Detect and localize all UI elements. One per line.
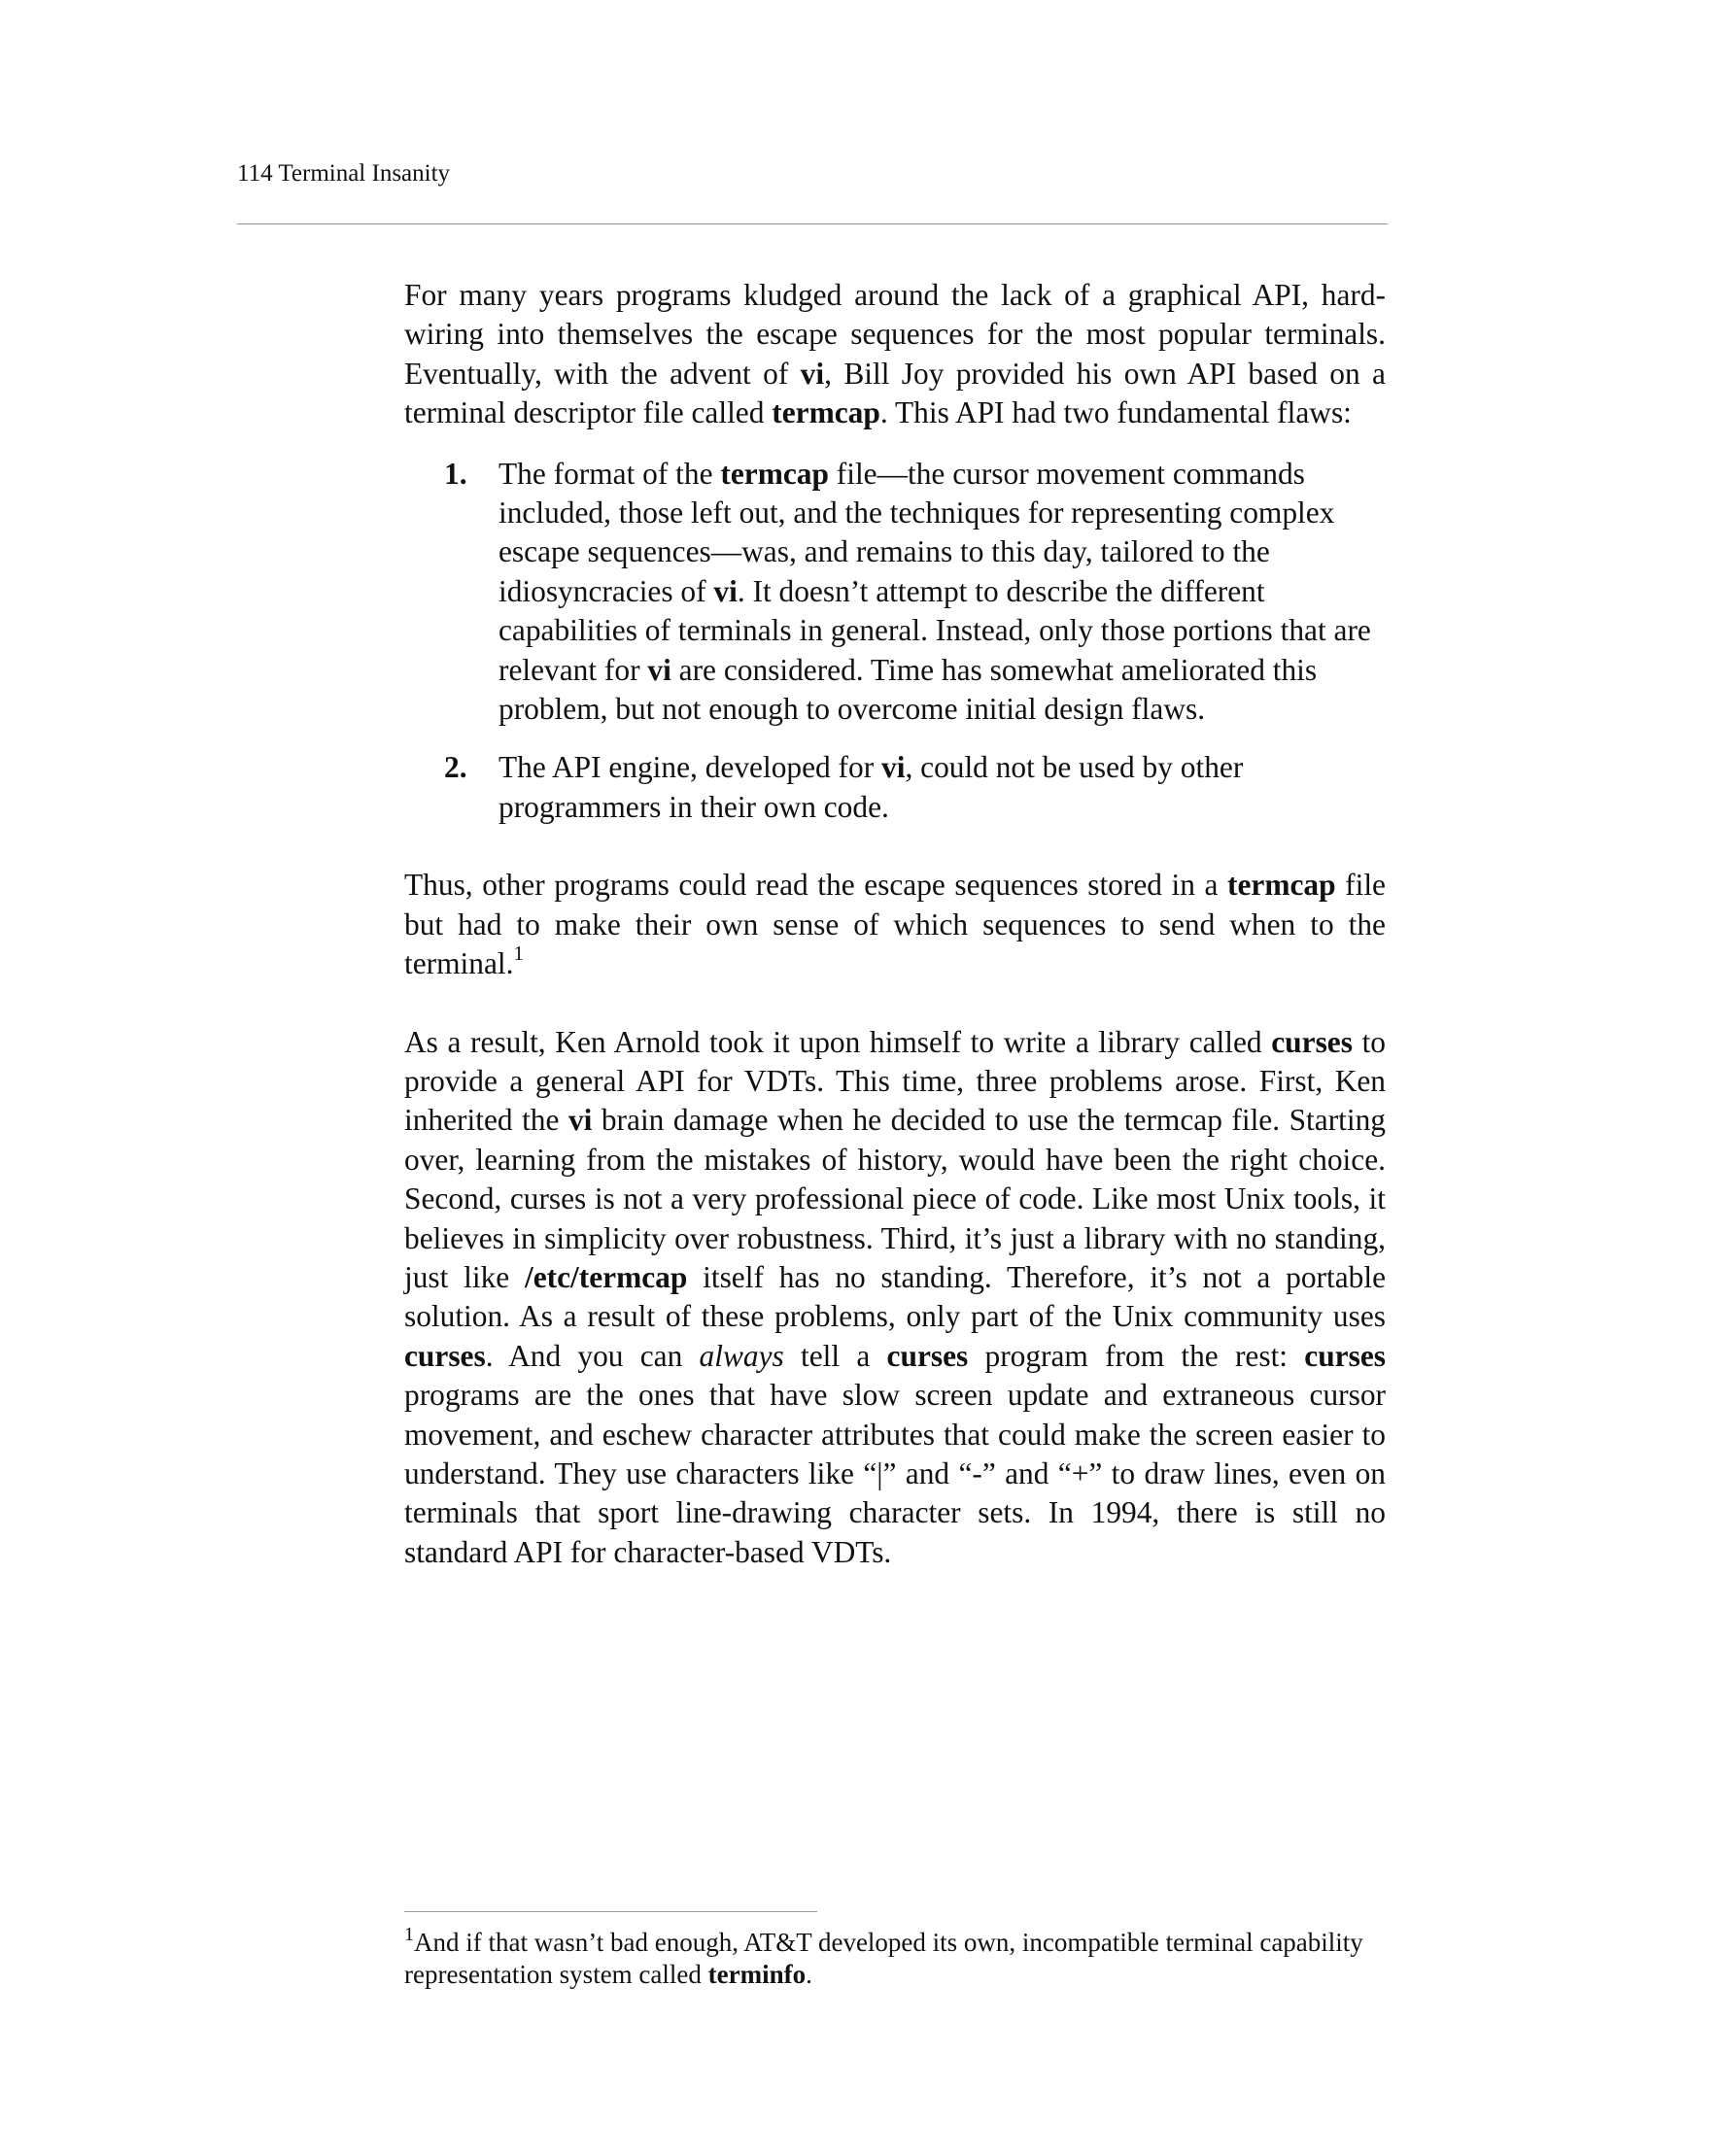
- term-vi: vi: [713, 573, 738, 608]
- text-run: .: [806, 1960, 812, 1989]
- text-run: . And you can: [485, 1338, 700, 1373]
- term-vi: vi: [567, 1103, 593, 1138]
- list-marker: 2.: [444, 750, 467, 785]
- list-marker: 1.: [444, 456, 467, 491]
- term-vi: vi: [647, 652, 671, 687]
- term-vi: vi: [800, 356, 825, 391]
- term-vi: vi: [881, 750, 906, 785]
- term-terminfo: terminfo: [707, 1960, 807, 1989]
- term-curses: curses: [1271, 1024, 1353, 1059]
- term-termcap: termcap: [720, 456, 829, 491]
- list-item-1: [404, 455, 1386, 730]
- term-etc-termcap: /etc/termcap: [525, 1259, 688, 1294]
- text-run: , could not be used by other programmers in their own code.: [499, 750, 1244, 824]
- flaws-list: [404, 455, 1386, 828]
- text-run: The API engine, developed for: [499, 750, 882, 785]
- list-item-text: [499, 748, 1386, 827]
- text-run: itself has no standing. Therefore, it’s not a portable solution. As a result of these problems, only part of the Unix community uses: [404, 1259, 1386, 1334]
- footnote-number: 1: [404, 1924, 414, 1945]
- term-curses: curses: [886, 1338, 969, 1373]
- header-rule: [237, 223, 1388, 224]
- text-run: . This API had two fundamental flaws:: [879, 395, 1352, 430]
- text-run: And if that wasn’t bad enough, AT&T developed its own, incompatible terminal capability representation system called: [404, 1928, 1363, 1989]
- term-termcap: termcap: [772, 395, 880, 430]
- text-run: Thus, other programs could read the escape sequences stored in a: [404, 868, 1228, 903]
- paragraph-2: [404, 866, 1386, 983]
- text-run: . It doesn’t attempt to describe the different capabilities of terminals in general. Instead, only those portions that are relevant for: [499, 573, 1371, 687]
- text-run: file—the cursor movement commands included, those left out, and the techniques for representing complex escape sequences—was, and remains to this day, tailored to the idiosyncracies of: [499, 456, 1335, 608]
- footnote-reference[interactable]: 1: [513, 941, 524, 966]
- list-item-2: [404, 748, 1386, 827]
- text-run: file but had to make their own sense of which sequences to send when to the terminal.: [404, 868, 1386, 981]
- footnote: [404, 1924, 1386, 1991]
- paragraph-1: [404, 276, 1386, 433]
- text-run: are considered. Time has somewhat ameliorated this problem, but not enough to overcome initial design flaws.: [499, 652, 1318, 727]
- body-text: [404, 276, 1386, 1572]
- list-item-text: [499, 455, 1386, 730]
- paragraph-3: [404, 1023, 1386, 1573]
- term-curses: curses: [1304, 1338, 1386, 1373]
- text-run: The format of the: [499, 456, 721, 491]
- text-run: brain damage when he decided to use the termcap file. Starting over, learning from the mistakes of history, would have been the right choice. Second, curses is not a very professional piece of code. Like most Unix tools, it believes in simplicity over robustness. Third, it’s just a library with no standing, just like: [404, 1103, 1386, 1294]
- text-run: program from the rest:: [968, 1338, 1305, 1373]
- running-head: 114 Terminal Insanity: [237, 160, 451, 187]
- emphasis-always: always: [699, 1338, 784, 1373]
- text-run: tell a: [783, 1338, 887, 1373]
- text-run: to provide a general API for VDTs. This time, three problems arose. First, Ken inherited the: [404, 1024, 1386, 1138]
- term-curses: curses: [404, 1338, 486, 1373]
- text-run: , Bill Joy provided his own API based on a terminal descriptor file called: [404, 356, 1386, 430]
- text-run: programs are the ones that have slow screen update and extraneous cursor movement, and eschew character attributes that could make the screen easier to understand. They use characters like “|” and “-” and “+” to draw lines, even on terminals that sport line-drawing character sets. In 1994, there is still no standard API for character-based VDTs.: [404, 1378, 1386, 1569]
- text-run: As a result, Ken Arnold took it upon himself to write a library called: [404, 1024, 1272, 1059]
- footnote-rule: [404, 1911, 817, 1912]
- term-termcap: termcap: [1227, 868, 1336, 903]
- text-run: For many years programs kludged around the lack of a graphical API, hard-wiring into themselves the escape sequences for the most popular terminals. Eventually, with the advent of: [404, 278, 1386, 391]
